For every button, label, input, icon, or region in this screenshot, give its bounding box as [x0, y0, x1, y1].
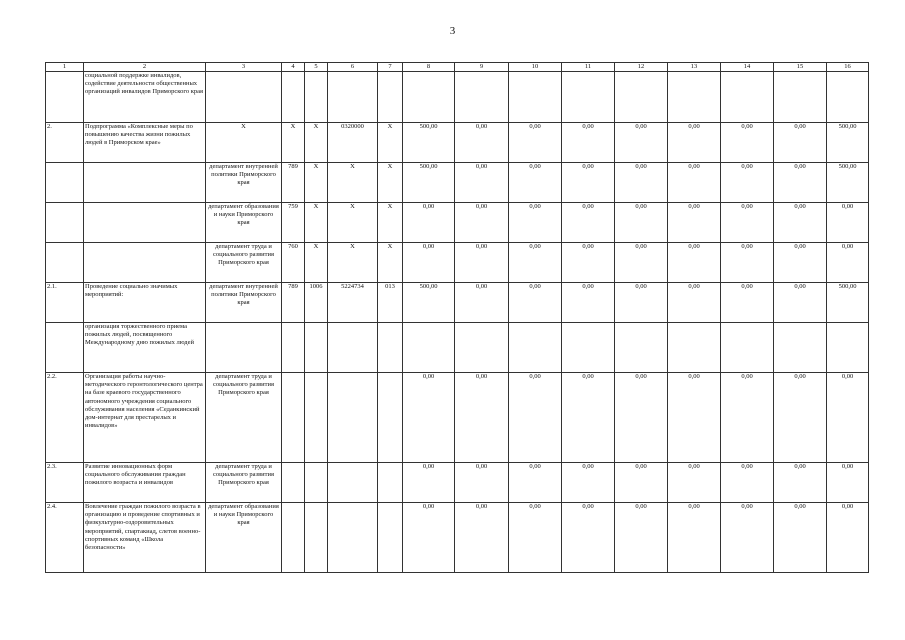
table-cell: [305, 503, 328, 573]
table-cell: 5224734: [328, 283, 378, 323]
table-cell: департамент труда и социального развития Приморского края: [206, 243, 282, 283]
table-row: [46, 123, 869, 163]
table-cell: 0,00: [615, 463, 668, 503]
table-cell: 2.2.: [46, 373, 84, 463]
table-cell: 0,00: [615, 123, 668, 163]
table-cell: 0,00: [509, 163, 562, 203]
table-cell: 0,00: [509, 373, 562, 463]
table-cell: X: [305, 163, 328, 203]
table-cell: 0,00: [615, 373, 668, 463]
column-number-header: 14: [721, 63, 774, 72]
table-row: [46, 323, 869, 373]
table-cell: 500,00: [403, 163, 455, 203]
table-cell: организация торжественного приема пожилых людей, посвященного Международному дню пожилых людей: [84, 323, 206, 373]
table-cell: 0,00: [509, 123, 562, 163]
table-cell: X: [378, 203, 403, 243]
column-number-header: 4: [282, 63, 305, 72]
table-cell: [206, 72, 282, 123]
table-cell: [328, 463, 378, 503]
table-cell: [378, 323, 403, 373]
table-cell: [509, 323, 562, 373]
table-cell: [206, 323, 282, 373]
table-cell: [378, 503, 403, 573]
table-cell: 0,00: [562, 503, 615, 573]
table-cell: X: [328, 203, 378, 243]
table-cell: X: [305, 123, 328, 163]
column-number-header: 10: [509, 63, 562, 72]
table-cell: 0,00: [455, 243, 509, 283]
table-cell: 0,00: [668, 243, 721, 283]
table-cell: 0,00: [615, 163, 668, 203]
table-cell: 0,00: [403, 503, 455, 573]
table-cell: 0,00: [455, 283, 509, 323]
table-cell: 759: [282, 203, 305, 243]
table-cell: [328, 72, 378, 123]
table-cell: 2.3.: [46, 463, 84, 503]
table-cell: [84, 243, 206, 283]
table-cell: [84, 203, 206, 243]
column-number-header: 11: [562, 63, 615, 72]
table-row: [46, 283, 869, 323]
table-row: [46, 163, 869, 203]
column-number-header: 5: [305, 63, 328, 72]
table-cell: Развитие инновационных форм социального обслуживания граждан пожилого возраста и инвалидов: [84, 463, 206, 503]
column-number-header: 3: [206, 63, 282, 72]
table-cell: [721, 323, 774, 373]
table-cell: департамент образования и науки Приморского края: [206, 203, 282, 243]
table-cell: 0,00: [668, 163, 721, 203]
table-cell: [46, 243, 84, 283]
table-cell: 0,00: [774, 283, 827, 323]
table-cell: [615, 323, 668, 373]
table-cell: департамент внутренней политики Приморского края: [206, 163, 282, 203]
column-number-header: 2: [84, 63, 206, 72]
table-cell: 0,00: [615, 243, 668, 283]
table-cell: социальной поддержке инвалидов, содействие деятельности общественных организаций инвалидов Приморского края: [84, 72, 206, 123]
table-cell: 500,00: [827, 123, 869, 163]
table-cell: [282, 503, 305, 573]
column-number-header: 12: [615, 63, 668, 72]
table-cell: 0,00: [721, 283, 774, 323]
table-cell: Проведение социально значимых мероприятий:: [84, 283, 206, 323]
table-cell: 0,00: [721, 503, 774, 573]
budget-table: [45, 62, 869, 573]
table-cell: 0,00: [827, 203, 869, 243]
table-cell: [46, 72, 84, 123]
table-cell: 0,00: [562, 203, 615, 243]
table-cell: 0,00: [509, 243, 562, 283]
table-cell: 2.: [46, 123, 84, 163]
table-cell: департамент внутренней политики Приморского края: [206, 283, 282, 323]
table-row: [46, 203, 869, 243]
table-cell: 2.4.: [46, 503, 84, 573]
table-cell: 0,00: [562, 123, 615, 163]
table-cell: 1006: [305, 283, 328, 323]
table-cell: 0,00: [668, 283, 721, 323]
table-cell: 0,00: [403, 243, 455, 283]
table-cell: [668, 323, 721, 373]
table-cell: 0,00: [827, 463, 869, 503]
table-cell: X: [328, 243, 378, 283]
table-cell: департамент труда и социального развития Приморского края: [206, 373, 282, 463]
column-number-header: 13: [668, 63, 721, 72]
table-cell: [328, 503, 378, 573]
table-cell: [455, 72, 509, 123]
table-cell: 0,00: [668, 123, 721, 163]
table-cell: Организация работы научно-методического геронтологического центра на базе краевого государственного автономного учреждения социального обслуживания населения «Седанкинский дом-интернат для престарелых и инвалидов»: [84, 373, 206, 463]
table-header-row: [46, 63, 869, 72]
table-cell: 0,00: [455, 463, 509, 503]
table-cell: 0,00: [721, 373, 774, 463]
table-cell: департамент образования и науки Приморского края: [206, 503, 282, 573]
table-cell: 0,00: [509, 463, 562, 503]
table-cell: X: [206, 123, 282, 163]
table-cell: 0,00: [562, 373, 615, 463]
table-cell: 0320000: [328, 123, 378, 163]
column-number-header: 15: [774, 63, 827, 72]
column-number-header: 7: [378, 63, 403, 72]
table-cell: 500,00: [827, 163, 869, 203]
table-cell: [305, 323, 328, 373]
table-cell: [282, 463, 305, 503]
table-row: [46, 503, 869, 573]
table-cell: [378, 463, 403, 503]
table-cell: 0,00: [721, 203, 774, 243]
table-cell: 500,00: [827, 283, 869, 323]
table-cell: 0,00: [721, 123, 774, 163]
column-number-header: 8: [403, 63, 455, 72]
table-cell: департамент труда и социального развития Приморского края: [206, 463, 282, 503]
table-cell: [46, 163, 84, 203]
table-cell: X: [305, 243, 328, 283]
table-cell: [84, 163, 206, 203]
table-cell: [328, 373, 378, 463]
table-cell: 013: [378, 283, 403, 323]
table-cell: 0,00: [455, 203, 509, 243]
table-cell: 0,00: [455, 503, 509, 573]
table-row: [46, 243, 869, 283]
table-cell: [305, 72, 328, 123]
table-cell: [562, 323, 615, 373]
table-row: [46, 373, 869, 463]
table-cell: 760: [282, 243, 305, 283]
table-cell: 0,00: [615, 203, 668, 243]
table-cell: 789: [282, 163, 305, 203]
table-cell: [328, 323, 378, 373]
table-cell: [378, 373, 403, 463]
table-cell: 0,00: [668, 463, 721, 503]
table-cell: [774, 323, 827, 373]
table-cell: [615, 72, 668, 123]
table-cell: 0,00: [774, 163, 827, 203]
table-row: [46, 72, 869, 123]
table-cell: 0,00: [827, 503, 869, 573]
table-cell: [282, 373, 305, 463]
table-cell: X: [378, 163, 403, 203]
table-cell: X: [282, 123, 305, 163]
table-cell: 0,00: [721, 243, 774, 283]
table-cell: 789: [282, 283, 305, 323]
table-cell: 0,00: [774, 463, 827, 503]
table-cell: 0,00: [668, 373, 721, 463]
table-cell: 0,00: [403, 463, 455, 503]
table-cell: [455, 323, 509, 373]
table-cell: 0,00: [455, 123, 509, 163]
table-cell: 0,00: [509, 203, 562, 243]
table-cell: [509, 72, 562, 123]
table-cell: 0,00: [774, 123, 827, 163]
table-cell: [721, 72, 774, 123]
table-cell: [668, 72, 721, 123]
table-cell: 0,00: [774, 503, 827, 573]
table-cell: 0,00: [774, 203, 827, 243]
table-cell: 0,00: [509, 283, 562, 323]
table-cell: 0,00: [615, 283, 668, 323]
table-cell: 0,00: [774, 373, 827, 463]
table-cell: [305, 463, 328, 503]
table-cell: 0,00: [615, 503, 668, 573]
table-cell: [305, 373, 328, 463]
table-cell: 0,00: [721, 463, 774, 503]
table-cell: Вовлечение граждан пожилого возраста в организацию и проведение спортивных и физкультурно-оздоровительных мероприятий, спартакиад, слетов военно-спортивных команд «Школа безопасности»: [84, 503, 206, 573]
table-cell: 0,00: [562, 283, 615, 323]
column-number-header: 1: [46, 63, 84, 72]
table-cell: 500,00: [403, 283, 455, 323]
table-row: [46, 463, 869, 503]
table-cell: [774, 72, 827, 123]
table-cell: 0,00: [668, 203, 721, 243]
column-number-header: 16: [827, 63, 869, 72]
table-cell: [282, 323, 305, 373]
table-cell: 0,00: [827, 373, 869, 463]
table-cell: X: [328, 163, 378, 203]
table-cell: 0,00: [562, 243, 615, 283]
table-cell: 0,00: [455, 163, 509, 203]
table-cell: Подпрограмма «Комплексные меры по повышению качества жизни пожилых людей в Приморском крае»: [84, 123, 206, 163]
table-cell: X: [378, 243, 403, 283]
page-number: 3: [449, 25, 456, 37]
table-cell: X: [305, 203, 328, 243]
table-cell: 0,00: [455, 373, 509, 463]
table-cell: [46, 323, 84, 373]
table-cell: 0,00: [774, 243, 827, 283]
table-cell: [827, 72, 869, 123]
table-cell: [403, 323, 455, 373]
table-cell: 500,00: [403, 123, 455, 163]
table-cell: [378, 72, 403, 123]
column-number-header: 6: [328, 63, 378, 72]
column-number-header: 9: [455, 63, 509, 72]
table-cell: [46, 203, 84, 243]
table-cell: X: [378, 123, 403, 163]
table-cell: 0,00: [403, 203, 455, 243]
table-cell: 0,00: [562, 163, 615, 203]
table-cell: 0,00: [562, 463, 615, 503]
table-cell: 2.1.: [46, 283, 84, 323]
table-cell: 0,00: [509, 503, 562, 573]
table-cell: 0,00: [403, 373, 455, 463]
table-cell: [403, 72, 455, 123]
table-cell: [562, 72, 615, 123]
table-cell: 0,00: [827, 243, 869, 283]
table-cell: 0,00: [668, 503, 721, 573]
table-cell: [827, 323, 869, 373]
table-cell: [282, 72, 305, 123]
table-cell: 0,00: [721, 163, 774, 203]
